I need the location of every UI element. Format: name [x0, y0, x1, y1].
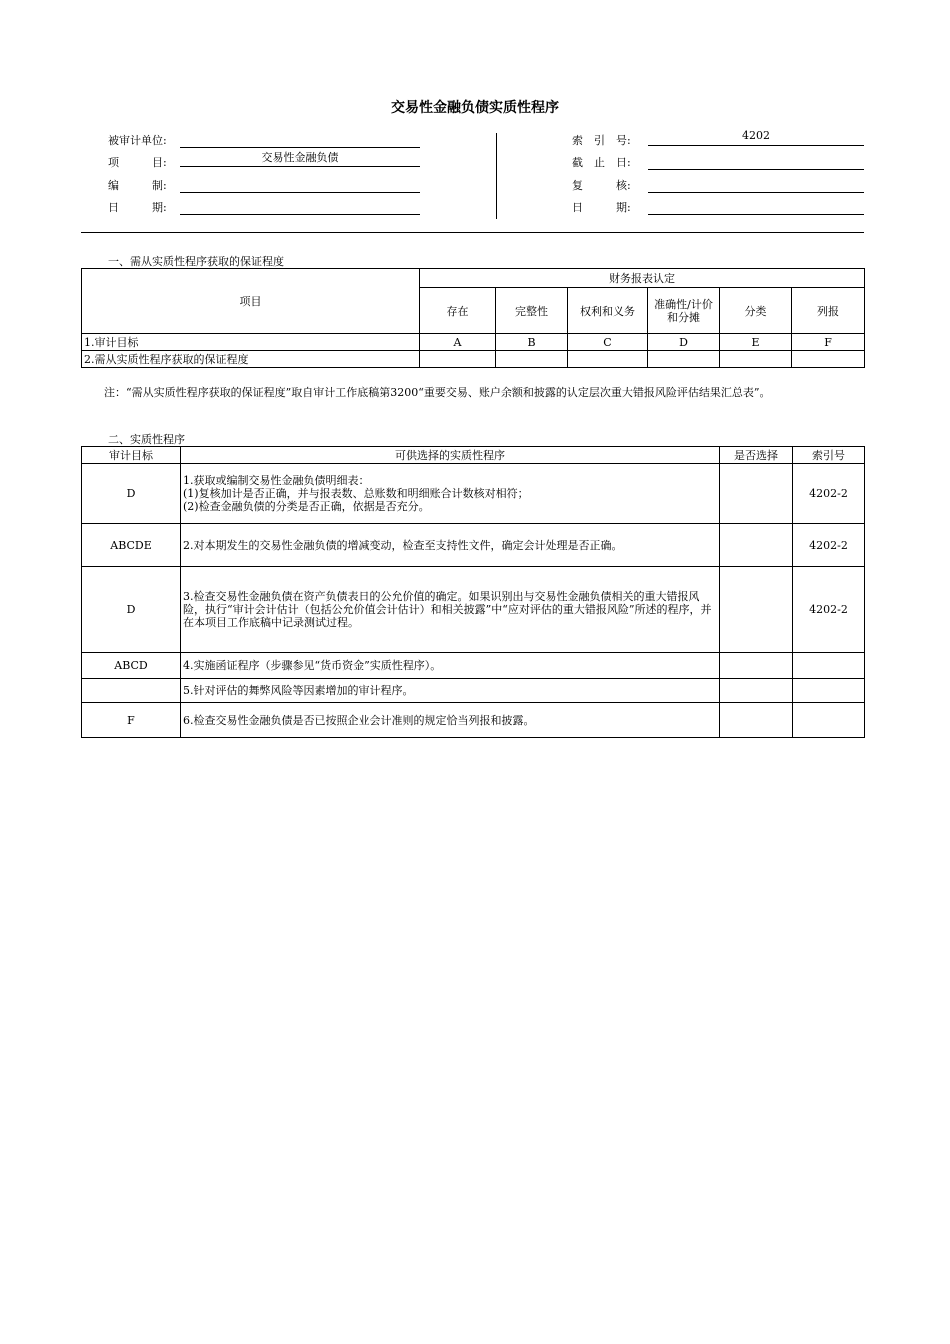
table-row	[82, 351, 865, 368]
procedures-table	[81, 446, 865, 738]
col-classification: 分类	[720, 288, 792, 334]
objective-cell: D	[82, 464, 181, 524]
index-no-label: 索 引 号:	[572, 134, 631, 147]
col-index: 索引号	[793, 447, 865, 464]
index-cell: 4202-2	[793, 464, 865, 524]
procedure-cell: 5.针对评估的舞弊风险等因素增加的审计程序。	[181, 679, 720, 703]
row-label: 1.审计目标	[82, 334, 420, 351]
selected-cell[interactable]	[720, 524, 793, 567]
col-existence: 存在	[420, 288, 496, 334]
index-cell: 4202-2	[793, 567, 865, 653]
table-row	[82, 567, 865, 653]
objective-cell: D	[82, 567, 181, 653]
procedure-cell: 1.获取或编制交易性金融负债明细表： (1)复核加计是否正确，并与报表数、总账数和明细账合计数核对相符； (2)检查金融负债的分类是否正确，依据是否充分。	[181, 464, 720, 524]
auditee-field[interactable]	[180, 132, 420, 148]
preparer-field[interactable]	[180, 177, 420, 193]
index-no-field[interactable]: 4202	[648, 130, 864, 146]
section2-heading: 二、实质性程序	[108, 433, 185, 446]
objective-cell: ABCDE	[82, 524, 181, 567]
preparer-label: 编 制:	[108, 179, 167, 192]
col-procedure: 可供选择的实质性程序	[181, 447, 720, 464]
item-header: 项目	[82, 269, 420, 334]
cutoff-date-field[interactable]	[648, 154, 864, 170]
table-row	[82, 334, 865, 351]
selected-cell[interactable]	[720, 464, 793, 524]
assurance-input[interactable]	[720, 351, 792, 368]
col-presentation: 列报	[792, 288, 865, 334]
objective-cell	[82, 679, 181, 703]
objective-cell: F	[82, 703, 181, 738]
cell-a: A	[420, 334, 496, 351]
selected-cell[interactable]	[720, 653, 793, 679]
col-completeness: 完整性	[496, 288, 568, 334]
prepare-date-label: 日 期:	[108, 201, 167, 214]
cell-b: B	[496, 334, 568, 351]
procedure-cell: 6.检查交易性金融负债是否已按照企业会计准则的规定恰当列报和披露。	[181, 703, 720, 738]
index-cell: 4202-2	[793, 524, 865, 567]
cell-e: E	[720, 334, 792, 351]
item-field[interactable]: 交易性金融负债	[180, 151, 420, 167]
assertion-group-header: 财务报表认定	[420, 269, 865, 288]
table-row	[82, 653, 865, 679]
selected-cell[interactable]	[720, 679, 793, 703]
auditee-label: 被审计单位:	[108, 134, 167, 147]
selected-cell[interactable]	[720, 567, 793, 653]
table-row	[82, 464, 865, 524]
procedure-cell: 4.实施函证程序（步骤参见“货币资金”实质性程序）。	[181, 653, 720, 679]
header-divider	[496, 133, 497, 219]
cell-c: C	[568, 334, 648, 351]
procedure-cell: 3.检查交易性金融负债在资产负债表日的公允价值的确定。如果识别出与交易性金融负债相关的重大错报风险，执行“审计会计估计（包括公允价值会计估计）和相关披露”中“应对评估的重大错报风险”所述的程序，并在本项目工作底稿中记录测试过程。	[181, 567, 720, 653]
prepare-date-field[interactable]	[180, 199, 420, 215]
assurance-input[interactable]	[568, 351, 648, 368]
index-cell	[793, 653, 865, 679]
section1-note: 注：“需从实质性程序获取的保证程度”取自审计工作底稿第3200“重要交易、账户余额和披露的认定层次重大错报风险评估结果汇总表”。	[104, 386, 771, 399]
review-date-field[interactable]	[648, 199, 864, 215]
col-rights: 权利和义务	[568, 288, 648, 334]
table-row	[82, 703, 865, 738]
assurance-table	[81, 268, 865, 368]
cell-f: F	[792, 334, 865, 351]
objective-cell: ABCD	[82, 653, 181, 679]
assurance-input[interactable]	[420, 351, 496, 368]
procedure-cell: 2.对本期发生的交易性金融负债的增减变动，检查至支持性文件，确定会计处理是否正确。	[181, 524, 720, 567]
assurance-input[interactable]	[496, 351, 568, 368]
cutoff-date-label: 截 止 日:	[572, 156, 631, 169]
col-accuracy: 准确性/计价和分摊	[648, 288, 720, 334]
item-label: 项 目:	[108, 156, 167, 169]
index-cell	[793, 703, 865, 738]
reviewer-label: 复 核:	[572, 179, 631, 192]
cell-d: D	[648, 334, 720, 351]
assurance-input[interactable]	[648, 351, 720, 368]
page-title: 交易性金融负债实质性程序	[391, 100, 559, 116]
col-objective: 审计目标	[82, 447, 181, 464]
selected-cell[interactable]	[720, 703, 793, 738]
row-label: 2.需从实质性程序获取的保证程度	[82, 351, 420, 368]
review-date-label: 日 期:	[572, 201, 631, 214]
table-row	[82, 679, 865, 703]
assurance-input[interactable]	[792, 351, 865, 368]
table-row	[82, 524, 865, 567]
col-selected: 是否选择	[720, 447, 793, 464]
index-cell	[793, 679, 865, 703]
reviewer-field[interactable]	[648, 177, 864, 193]
header-rule	[81, 232, 864, 233]
section1-heading: 一、需从实质性程序获取的保证程度	[108, 255, 284, 268]
